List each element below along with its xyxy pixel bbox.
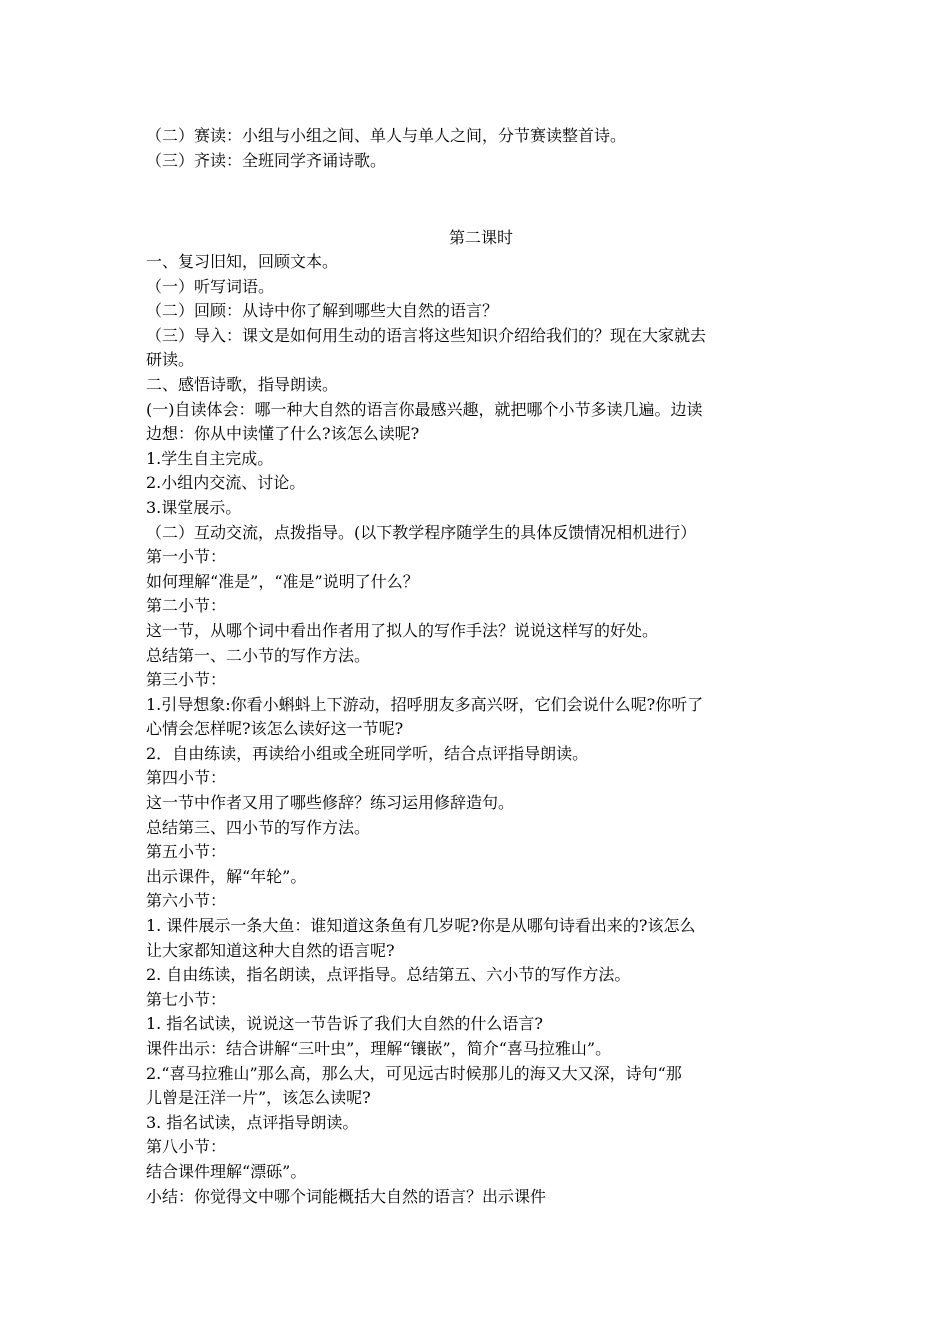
text-line: 第七小节： xyxy=(146,989,227,1009)
text-line: 2.“喜马拉雅山”那么高，那么大，可见远古时候那儿的海又大又深，诗句“那 xyxy=(146,1063,682,1083)
text-line: 二、感悟诗歌，指导朗读。 xyxy=(146,374,339,394)
text-line: (一)自读体会：哪一种大自然的语言你最感兴趣，就把哪个小节多读几遍。边读 xyxy=(146,399,703,419)
text-line: 2. 自由练读，指名朗读，点评指导。总结第五、六小节的写作方法。 xyxy=(146,965,631,985)
text-line: 边想：你从中读懂了什么?该怎么读呢? xyxy=(146,424,420,444)
text-line: 这一节中作者又用了哪些修辞？练习运用修辞造句。 xyxy=(146,793,515,813)
text-line: 小结：你觉得文中哪个词能概括大自然的语言？出示课件 xyxy=(146,1186,547,1206)
text-line: 1. 指名试读，说说这一节告诉了我们大自然的什么语言? xyxy=(146,1014,543,1034)
text-line: （二）互动交流，点拨指导。(以下教学程序随学生的具体反馈情况相机进行） xyxy=(146,522,697,542)
text-line: 3. 指名试读，点评指导朗读。 xyxy=(146,1112,359,1132)
text-line: （三）齐读：全班同学齐诵诗歌。 xyxy=(146,150,387,170)
text-line: 这一节，从哪个词中看出作者用了拟人的写作手法？说说这样写的好处。 xyxy=(146,620,659,640)
text-line: 第一小节： xyxy=(146,547,227,567)
text-line: 第四小节： xyxy=(146,768,227,788)
text-line: 结合课件理解“漂砾”。 xyxy=(146,1161,307,1181)
text-line: （三）导入：课文是如何用生动的语言将这些知识介绍给我们的？现在大家就去 xyxy=(146,325,707,345)
text-line: 研读。 xyxy=(146,350,195,370)
section-title: 第二课时 xyxy=(448,228,513,247)
text-line: 如何理解“准是”，“准是”说明了什么？ xyxy=(146,571,419,591)
text-line: 心情会怎样呢?该怎么读好这一节呢? xyxy=(146,719,404,739)
text-line: 课件出示：结合讲解“三叶虫”，理解“镶嵌”，简介“喜马拉雅山”。 xyxy=(146,1039,612,1058)
text-line: 总结第三、四小节的写作方法。 xyxy=(146,817,371,837)
text-line: 第三小节： xyxy=(146,670,227,690)
text-line: 3.课堂展示。 xyxy=(146,497,242,517)
text-line: 2.小组内交流、讨论。 xyxy=(146,473,306,493)
text-line: 总结第一、二小节的写作方法。 xyxy=(146,645,371,665)
text-line: （一）听写词语。 xyxy=(146,276,275,296)
text-line: （二）回顾：从诗中你了解到哪些大自然的语言？ xyxy=(146,301,499,321)
text-line: 1. 课件展示一条大鱼：谁知道这条鱼有几岁呢?你是从哪句诗看出来的?该怎么 xyxy=(146,916,696,936)
text-line: 儿曾是汪洋一片”，该怎么读呢? xyxy=(146,1088,371,1108)
text-line: 1.学生自主完成。 xyxy=(146,448,274,468)
text-line: （二）赛读：小组与小组之间、单人与单人之间，分节赛读整首诗。 xyxy=(146,126,627,145)
text-line: 第二小节： xyxy=(146,596,227,616)
text-line: 让大家都知道这种大自然的语言呢? xyxy=(146,940,395,960)
top-text-block xyxy=(146,124,816,173)
text-line: 一、复习旧知，回顾文本。 xyxy=(146,252,339,271)
text-line: 2．自由练读，再读给小组或全班同学听，结合点评指导朗读。 xyxy=(146,743,589,763)
text-line: 出示课件，解“年轮”。 xyxy=(146,866,307,886)
text-line: 第八小节： xyxy=(146,1137,227,1157)
main-text-block xyxy=(146,250,816,1209)
text-line: 第五小节： xyxy=(146,842,227,862)
text-line: 第六小节： xyxy=(146,891,227,911)
text-line: 1.引导想象:你看小蝌蚪上下游动，招呼朋友多高兴呀，它们会说什么呢?你听了 xyxy=(146,694,704,714)
